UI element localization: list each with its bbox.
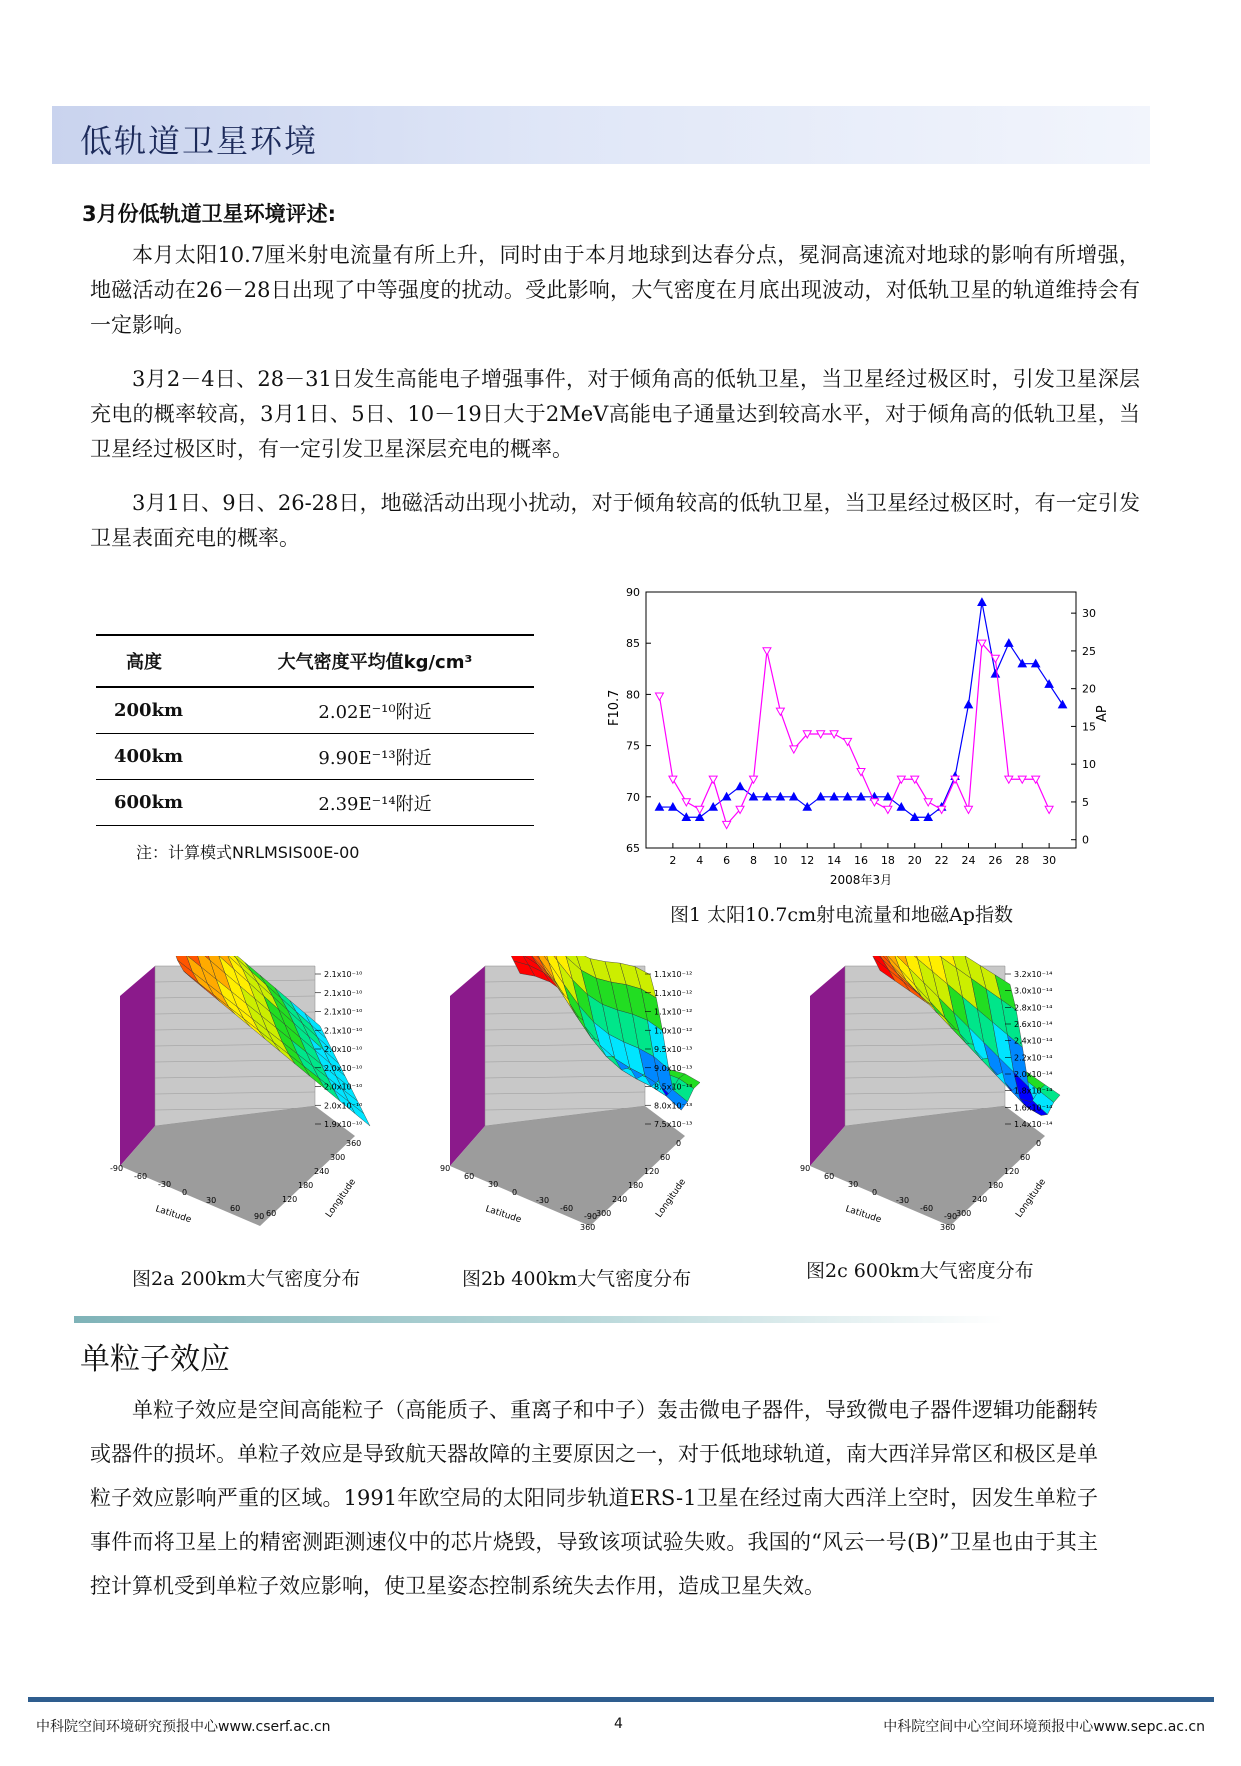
z-tick-label: 2.1x10⁻¹⁰ (324, 988, 363, 998)
row-density: 9.90E⁻¹³附近 (318, 747, 432, 769)
longitude-tick-label: 360 (940, 1223, 956, 1232)
z-tick-label: 2.0x10⁻¹⁰ (324, 1082, 363, 1092)
latitude-axis-label: Latitude (154, 1204, 193, 1226)
z-tick-label: 1.0x10⁻¹² (654, 1026, 693, 1036)
z-tick-label: 1.8x10⁻¹⁴ (1014, 1086, 1053, 1096)
row-altitude: 400km (114, 746, 184, 767)
y2-axis-label: AP (1095, 705, 1110, 722)
longitude-tick-label: 240 (612, 1195, 628, 1204)
longitude-tick-label: 240 (972, 1195, 988, 1204)
z-tick-label: 2.0x10⁻¹⁰ (324, 1063, 363, 1073)
z-tick-label: 1.1x10⁻¹² (654, 988, 693, 998)
latitude-tick-label: 0 (872, 1188, 878, 1197)
latitude-tick-label: -60 (920, 1204, 934, 1213)
z-tick-label: 2.4x10⁻¹⁴ (1014, 1036, 1053, 1046)
z-tick-label: 2.1x10⁻¹⁰ (324, 970, 363, 979)
fig2b-caption: 图2b 400km大气密度分布 (462, 1268, 692, 1290)
footer-left: 中科院空间环境研究预报中心www.cserf.ac.cn (36, 1719, 331, 1735)
footer-rule (28, 1697, 1214, 1702)
latitude-tick-label: 90 (800, 1164, 811, 1173)
longitude-axis-label: Longitude (1014, 1177, 1049, 1220)
latitude-tick-label: 60 (464, 1172, 475, 1181)
fig2a-caption: 图2a 200km大气密度分布 (132, 1268, 361, 1290)
latitude-tick-label: 30 (488, 1180, 499, 1189)
density-surface-400km (430, 956, 750, 1256)
z-tick-label: 9.0x10⁻¹³ (654, 1063, 693, 1073)
longitude-tick-label: 120 (282, 1195, 298, 1204)
section-divider (74, 1316, 1004, 1323)
x-tick-label: 28 (1015, 854, 1030, 867)
latitude-tick-label: 90 (254, 1212, 265, 1221)
z-tick-label: 1.1x10⁻¹² (654, 1007, 693, 1017)
longitude-tick-label: 120 (644, 1167, 660, 1176)
longitude-tick-label: 300 (596, 1209, 612, 1218)
z-tick-label: 3.2x10⁻¹⁴ (1014, 970, 1053, 979)
y2-tick-label: 0 (1082, 833, 1089, 847)
longitude-tick-label: 360 (346, 1139, 362, 1148)
latitude-tick-label: -30 (536, 1196, 550, 1205)
latitude-tick-label: -30 (896, 1196, 910, 1205)
latitude-tick-label: 0 (182, 1188, 188, 1197)
page-number: 4 (614, 1716, 623, 1732)
z-tick-label: 1.4x10⁻¹⁴ (1014, 1120, 1053, 1129)
y2-tick-label: 10 (1082, 758, 1096, 772)
section2-title: 单粒子效应 (80, 1342, 230, 1377)
z-tick-label: 2.1x10⁻¹⁰ (324, 1007, 363, 1017)
y2-tick-label: 15 (1082, 720, 1096, 734)
review-paragraph-2: 3月2－4日、28－31日发生高能电子增强事件，对于倾角高的低轨卫星，当卫星经过极区时，引发卫星深层充电的概率较高，3月1日、5日、10－19日大于2MeV高能电子通量达到较高水平，对于倾角高的低轨卫星，当卫星经过极区时，有一定引发卫星深层充电的概率。 (90, 367, 1140, 461)
latitude-tick-label: -30 (158, 1180, 172, 1189)
z-tick-label: 2.0x10⁻¹⁰ (324, 1045, 363, 1054)
x-tick-label: 16 (854, 854, 868, 867)
longitude-tick-label: 120 (1004, 1167, 1020, 1176)
latitude-tick-label: 60 (230, 1204, 241, 1213)
longitude-tick-label: 240 (314, 1167, 330, 1176)
longitude-tick-label: 300 (956, 1209, 972, 1218)
y2-tick-label: 30 (1082, 607, 1096, 621)
row-altitude: 600km (114, 792, 184, 813)
longitude-axis-label: Longitude (654, 1177, 689, 1220)
y-tick-label: 70 (626, 790, 640, 804)
z-tick-label: 1.6x10⁻¹⁴ (1014, 1103, 1053, 1113)
longitude-tick-label: 0 (1036, 1139, 1042, 1148)
x-axis-label: 2008年3月 (829, 873, 893, 887)
x-tick-label: 2 (669, 854, 677, 867)
density-table (96, 634, 534, 826)
y-tick-label: 90 (626, 586, 640, 599)
latitude-tick-label: 60 (824, 1172, 835, 1181)
latitude-tick-label: 90 (440, 1164, 451, 1173)
z-tick-label: 8.5x10⁻¹³ (654, 1082, 693, 1092)
longitude-axis-label: Longitude (324, 1177, 359, 1220)
x-tick-label: 14 (827, 854, 842, 867)
longitude-tick-label: 60 (266, 1209, 277, 1218)
z-tick-label: 2.0x10⁻¹⁰ (324, 1101, 363, 1111)
y2-tick-label: 25 (1082, 644, 1096, 658)
y-tick-label: 65 (626, 842, 640, 855)
table-row (96, 780, 534, 826)
x-tick-label: 10 (773, 854, 788, 867)
table-header-row (96, 636, 534, 688)
z-tick-label: 8.0x10⁻¹³ (654, 1101, 693, 1111)
x-tick-label: 18 (880, 854, 895, 867)
row-density: 2.02E⁻¹⁰附近 (318, 701, 432, 723)
density-surface-200km (100, 956, 420, 1256)
x-tick-label: 22 (934, 854, 949, 867)
longitude-tick-label: 0 (676, 1139, 682, 1148)
header-altitude: 高度 (126, 652, 162, 673)
longitude-tick-label: 300 (330, 1153, 346, 1162)
latitude-tick-label: 30 (848, 1180, 859, 1189)
longitude-tick-label: 180 (628, 1181, 644, 1190)
y2-tick-label: 5 (1082, 795, 1089, 809)
z-tick-label: 3.0x10⁻¹⁴ (1014, 986, 1053, 996)
latitude-tick-label: -90 (584, 1212, 598, 1221)
density-surface-600km (790, 956, 1110, 1256)
z-tick-label: 2.8x10⁻¹⁴ (1014, 1003, 1053, 1013)
longitude-tick-label: 180 (298, 1181, 314, 1190)
longitude-tick-label: 180 (988, 1181, 1004, 1190)
latitude-axis-label: Latitude (844, 1204, 883, 1226)
y-axis-label: F10.7 (607, 689, 622, 726)
latitude-tick-label: -90 (944, 1212, 958, 1221)
f107-ap-chart (606, 584, 1118, 904)
section2-body: 单粒子效应是空间高能粒子（高能质子、重离子和中子）轰击微电子器件，导致微电子器件逻辑功能翻转或器件的损坏。单粒子效应是导致航天器故障的主要原因之一，对于低地球轨道，南大西洋异常区和极区是单粒子效应影响严重的区域。1991年欧空局的太阳同步轨道ERS-1卫星在经过南大西洋上空时，因发生单粒子事件而将卫星上的精密测距测速仪中的芯片烧毁，导致该项试验失败。我国的“风云一号(B)”卫星也由于其主控计算机受到单粒子效应影响，使卫星姿态控制系统失去作用，造成卫星失效。 (90, 1398, 1098, 1598)
review-paragraph-3: 3月1日、9日、26-28日，地磁活动出现小扰动，对于倾角较高的低轨卫星，当卫星经过极区时，有一定引发卫星表面充电的概率。 (90, 491, 1140, 550)
section-title: 低轨道卫星环境 (80, 122, 319, 160)
fig2c-caption: 图2c 600km大气密度分布 (806, 1260, 1034, 1282)
x-tick-label: 30 (1042, 854, 1057, 867)
z-tick-label: 2.2x10⁻¹⁴ (1014, 1053, 1053, 1063)
longitude-tick-label: 60 (1020, 1153, 1031, 1162)
row-altitude: 200km (114, 700, 184, 721)
latitude-tick-label: 0 (512, 1188, 518, 1197)
longitude-tick-label: 60 (660, 1153, 671, 1162)
row-density: 2.39E⁻¹⁴附近 (318, 793, 432, 815)
z-tick-label: 2.0x10⁻¹⁴ (1014, 1070, 1053, 1079)
z-tick-label: 1.9x10⁻¹⁰ (324, 1120, 363, 1129)
z-tick-label: 9.5x10⁻¹³ (654, 1045, 693, 1054)
table-row (96, 734, 534, 780)
x-tick-label: 6 (723, 854, 731, 867)
z-tick-label: 7.5x10⁻¹³ (654, 1120, 693, 1129)
table-row (96, 688, 534, 734)
z-tick-label: 1.1x10⁻¹² (654, 970, 693, 979)
y-tick-label: 75 (626, 739, 640, 753)
x-tick-label: 26 (988, 854, 1003, 867)
z-tick-label: 2.1x10⁻¹⁰ (324, 1026, 363, 1036)
x-tick-label: 12 (800, 854, 815, 867)
y2-tick-label: 20 (1082, 682, 1096, 696)
longitude-tick-label: 360 (580, 1223, 596, 1232)
latitude-tick-label: 30 (206, 1196, 217, 1205)
y-tick-label: 85 (626, 637, 640, 651)
fig1-caption: 图1 太阳10.7cm射电流量和地磁Ap指数 (670, 904, 1013, 926)
latitude-tick-label: -60 (560, 1204, 574, 1213)
x-tick-label: 20 (907, 854, 922, 867)
latitude-tick-label: -60 (134, 1172, 148, 1181)
x-tick-label: 24 (961, 854, 976, 867)
table-note: 注：计算模式NRLMSIS00E-00 (136, 843, 360, 862)
z-tick-label: 2.6x10⁻¹⁴ (1014, 1020, 1053, 1029)
latitude-tick-label: -90 (110, 1164, 124, 1173)
header-density: 大气密度平均值kg/cm³ (277, 652, 473, 673)
x-tick-label: 4 (696, 854, 704, 867)
section-banner (52, 106, 1150, 164)
footer-right: 中科院空间中心空间环境预报中心www.sepc.ac.cn (883, 1719, 1205, 1735)
review-paragraph-1: 本月太阳10.7厘米射电流量有所上升，同时由于本月地球到达春分点，冕洞高速流对地球的影响有所增强，地磁活动在26－28日出现了中等强度的扰动。受此影响，大气密度在月底出现波动，对低轨卫星的轨道维持会有一定影响。 (90, 243, 1140, 337)
review-heading: 3月份低轨道卫星环境评述: (82, 202, 337, 226)
x-tick-label: 8 (750, 854, 757, 867)
y-tick-label: 80 (626, 688, 640, 702)
latitude-axis-label: Latitude (484, 1204, 523, 1226)
